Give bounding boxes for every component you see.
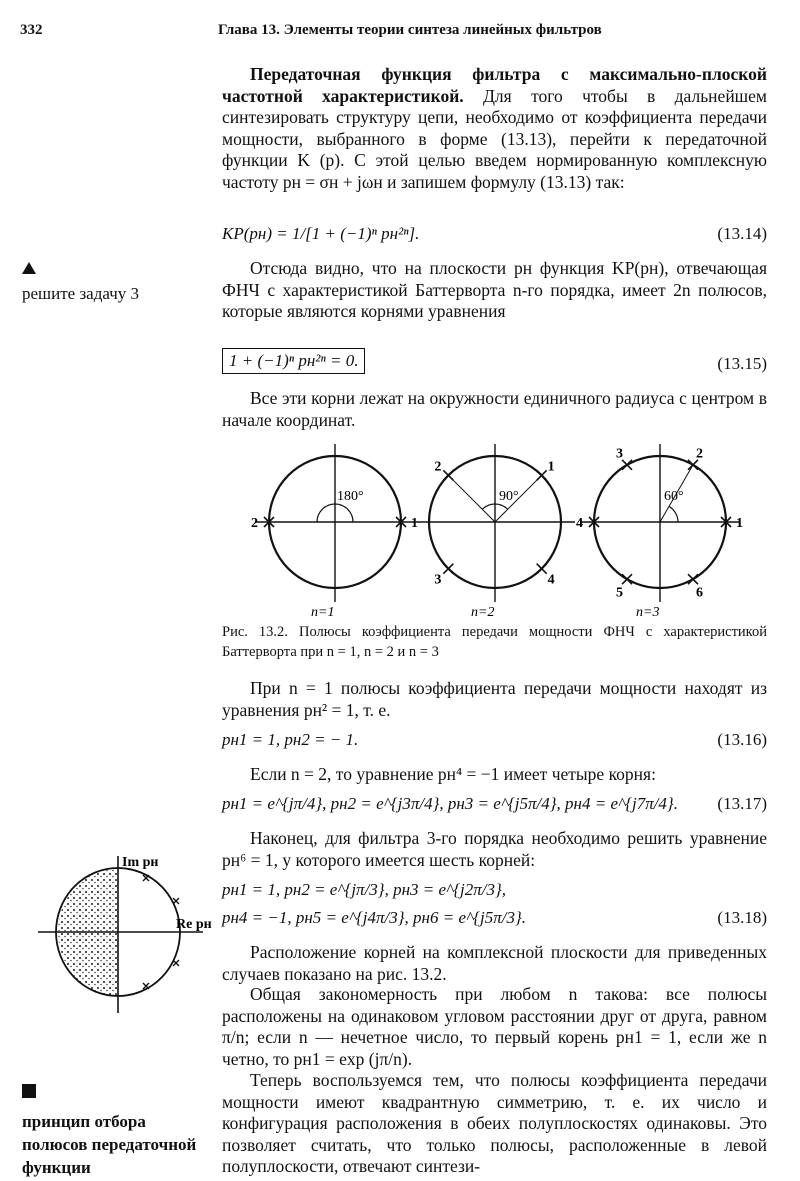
pole-mark — [688, 574, 698, 584]
pole-label: 1 — [411, 516, 418, 531]
intro-paragraph — [222, 64, 767, 193]
pole-label: 1 — [547, 459, 555, 475]
pole-label: 1 — [736, 516, 743, 531]
pole-label: 3 — [434, 572, 442, 588]
running-title: Глава 13. Элементы теории синтеза линейных фильтров — [218, 22, 602, 38]
equation-13-18b — [222, 908, 767, 930]
pole-mark — [443, 470, 453, 480]
margin-pole-plot — [18, 848, 218, 1018]
equation-13-18a — [222, 880, 767, 902]
pole-label: 5 — [616, 585, 623, 601]
equation-13-15 — [222, 348, 767, 380]
square-marker-icon — [22, 1084, 36, 1098]
pole-mark — [622, 460, 632, 470]
intro-bold: Передаточная функция фильтра с максимально-плоской частотной характеристикой. — [222, 64, 767, 106]
pole-mark — [173, 960, 179, 966]
eq-13-15-body: 1 + (−1)ⁿ pн²ⁿ = 0. — [222, 348, 365, 374]
order-label: n=3 — [636, 605, 660, 620]
margin-note-task: решите задачу 3 — [22, 284, 140, 303]
equation-13-14 — [222, 224, 767, 248]
pole-label: 4 — [576, 516, 583, 531]
pole-mark — [143, 983, 149, 989]
angle-label: 180° — [337, 489, 364, 504]
pole-mark — [537, 564, 547, 574]
eq-13-17-number: (13.17) — [717, 794, 767, 813]
pole-mark — [143, 875, 149, 881]
paragraph-n3: Наконец, для фильтра 3-го порядка необходимо решить уравнение pн⁶ = 1, у которого имеется шесть корней: — [222, 828, 767, 870]
order-label: n=1 — [311, 605, 335, 620]
eq-13-14-number: (13.14) — [717, 224, 767, 243]
pole-mark — [622, 574, 632, 584]
angle-label: 90° — [499, 489, 519, 504]
paragraph-n1: При n = 1 полюсы коэффициента передачи мощности находят из уравнения pн² = 1, т. е. — [222, 678, 767, 720]
eq-13-15-number: (13.15) — [717, 354, 767, 373]
order-label: n=2 — [471, 605, 495, 620]
pole-label: 6 — [696, 585, 703, 601]
paragraph-location: Расположение корней на комплексной плоскости для приведенных случаев показано на рис. 13.2. — [222, 942, 767, 984]
radius-line — [448, 475, 495, 522]
intro-text: Для того чтобы в дальнейшем синтезировать структуру цепи, необходимо от коэффициента передачи мощности, выбранного в форме (13.13), перейти к передаточной функции K (p). С этой целью введем нормированную комплексную частоту pн = σн + jωн и запишем формулу (13.13) так: — [222, 85, 767, 192]
triangle-marker-icon — [22, 262, 36, 274]
pole-label: 2 — [251, 516, 258, 531]
paragraph-n2: Если n = 2, то уравнение pн⁴ = −1 имеет четыре корня: — [250, 764, 656, 784]
pole-label: 3 — [616, 446, 623, 462]
pole-label: 2 — [696, 446, 703, 462]
paragraph-symmetry: Теперь воспользуемся тем, что полюсы коэффициента передачи мощности имеют квадрантную симметрию, т. е. их число и конфигурация расположения в обеих полуплоскостях одинаковы. Это позволяет считать, что только полюсы, расположенные в левой полуплоскости, отвечают синтези- — [222, 1070, 767, 1176]
eq-13-16-number: (13.16) — [717, 730, 767, 749]
paragraph-general-rule: Общая закономерность при любом n такова: все полюсы расположены на одинаковом угловом расстоянии друг от друга, равном π/n; если n — нечетное число, то первый корень pн1 = 1, если же n четно, то pн1 = exp (jπ/n). — [222, 984, 767, 1069]
pole-mark — [173, 898, 179, 904]
angle-arc — [669, 506, 678, 522]
pole-label: 4 — [547, 572, 555, 588]
paragraph-poles: Отсюда видно, что на плоскости pн функция KP(pн), отвечающая ФНЧ с характеристикой Баттерворта n-го порядка, имеет 2n полюсов, которые являются корнями уравнения — [222, 258, 767, 321]
im-axis-label: Im pн — [122, 855, 159, 870]
eq-13-18-number: (13.18) — [717, 908, 767, 927]
margin-note-principle: принцип отбора полюсов передаточной функции — [22, 1112, 197, 1177]
re-axis-label: Re pн — [176, 917, 212, 932]
eq-13-16-body: pн1 = 1, pн2 = − 1. — [222, 730, 359, 749]
pole-mark — [537, 470, 547, 480]
equation-13-16 — [222, 730, 767, 752]
figure-caption: Рис. 13.2. Полюсы коэффициента передачи мощности ФНЧ с характеристикой Баттерворта при n = 1, n = 2 и n = 3 — [222, 624, 767, 660]
angle-label: 60° — [664, 489, 684, 504]
page-number: 332 — [20, 22, 43, 38]
figure-13-2 — [240, 440, 760, 620]
pole-label: 2 — [434, 459, 442, 475]
equation-13-17 — [222, 794, 767, 816]
eq-13-14-body: KP(pн) = 1/[1 + (−1)ⁿ pн²ⁿ]. — [222, 224, 420, 243]
eq-13-18b-body: pн4 = −1, pн5 = e^{j4π/3}, pн6 = e^{j5π/3}. — [222, 908, 526, 927]
eq-13-17-body: pн1 = e^{jπ/4}, pн2 = e^{j3π/4}, pн3 = e^{j5π/4}, pн4 = e^{j7π/4}. — [222, 794, 678, 813]
pole-mark — [443, 564, 453, 574]
eq-13-18a-body: pн1 = 1, pн2 = e^{jπ/3}, pн3 = e^{j2π/3}, — [222, 880, 507, 899]
paragraph-unit-circle: Все эти корни лежат на окружности единичного радиуса с центром в начале координат. — [222, 388, 767, 430]
